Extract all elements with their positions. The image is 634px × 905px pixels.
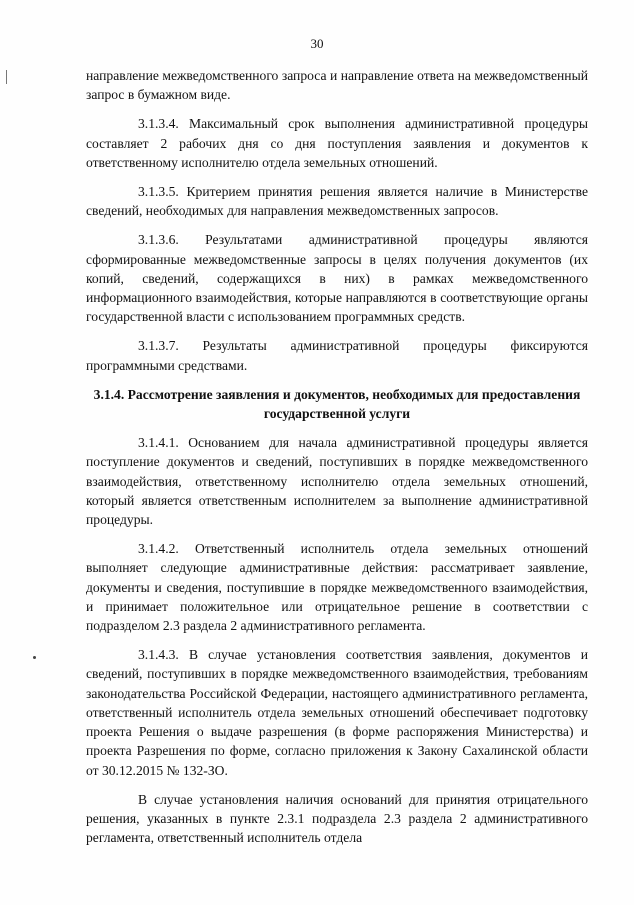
page-number: 30 bbox=[310, 36, 324, 51]
paragraph-3-1-3-7: 3.1.3.7. Результаты административной процедуры фиксируются программными средствами. bbox=[86, 338, 588, 373]
scan-speck bbox=[33, 656, 36, 659]
margin-scan-mark bbox=[6, 70, 7, 84]
paragraph-3-1-3-4: 3.1.3.4. Максимальный срок выполнения административной процедуры составляет 2 рабочих дня со дня поступления заявления и документов к ответственному исполнителю отдела земельных отношений. bbox=[86, 116, 588, 170]
document-body bbox=[86, 66, 588, 857]
paragraph-3-1-4-1: 3.1.4.1. Основанием для начала административной процедуры является поступление документов и сведений, поступивших в порядке межведомственного взаимодействия, ответственному исполнителю отдела земельных отношений, который является ответственным исполнителем за выполнение административной процедуры. bbox=[86, 435, 588, 528]
paragraph-3-1-4-2: 3.1.4.2. Ответственный исполнитель отдела земельных отношений выполняет следующие административные действия: рассматривает заявление, документы и сведения, поступившие в порядке межведомственного взаимодействия, и принимает положительное или отрицательное решение в соответствии с подразделом 2.3 раздела 2 административного регламента. bbox=[86, 541, 588, 634]
paragraph-negative-decision: В случае установления наличия оснований для принятия отрицательного решения, указанных в пункте 2.3.1 подраздела 2.3 раздела 2 административного регламента, ответственный исполнитель отдела bbox=[86, 791, 588, 846]
paragraph-3-1-4-3: 3.1.4.3. В случае установления соответствия заявления, документов и сведений, поступивших в порядке межведомственного взаимодействия, требованиям законодательства Российской Федерации, настоящего административного регламента, ответственный исполнитель отдела земельных отношений обеспечивает подготовку проекта Решения о выдаче разрешения (в форме распоряжения Министерства) и проекта Разрешения по форме, согласно приложения к Закону Сахалинской области от 30.12.2015 № 132-ЗО. bbox=[86, 647, 588, 778]
paragraph-3-1-3-5: 3.1.3.5. Критерием принятия решения является наличие в Министерстве сведений, необходимых для направления межведомственных запросов. bbox=[86, 184, 588, 219]
paragraph-3-1-3-6: 3.1.3.6. Результатами административной процедуры являются сформированные межведомственные запросы в целях получения документов (их копий, сведений, содержащихся в них) в рамках межведомственного информационного взаимодействия, которые направляются в соответствующие органы государственной власти с использованием программных средств. bbox=[86, 232, 588, 325]
paragraph-continuation: направление межведомственного запроса и направление ответа на межведомственный запрос в бумажном виде. bbox=[86, 68, 588, 103]
section-heading-3-1-4: 3.1.4. Рассмотрение заявления и документов, необходимых для предоставления государственной услуги bbox=[93, 386, 581, 422]
